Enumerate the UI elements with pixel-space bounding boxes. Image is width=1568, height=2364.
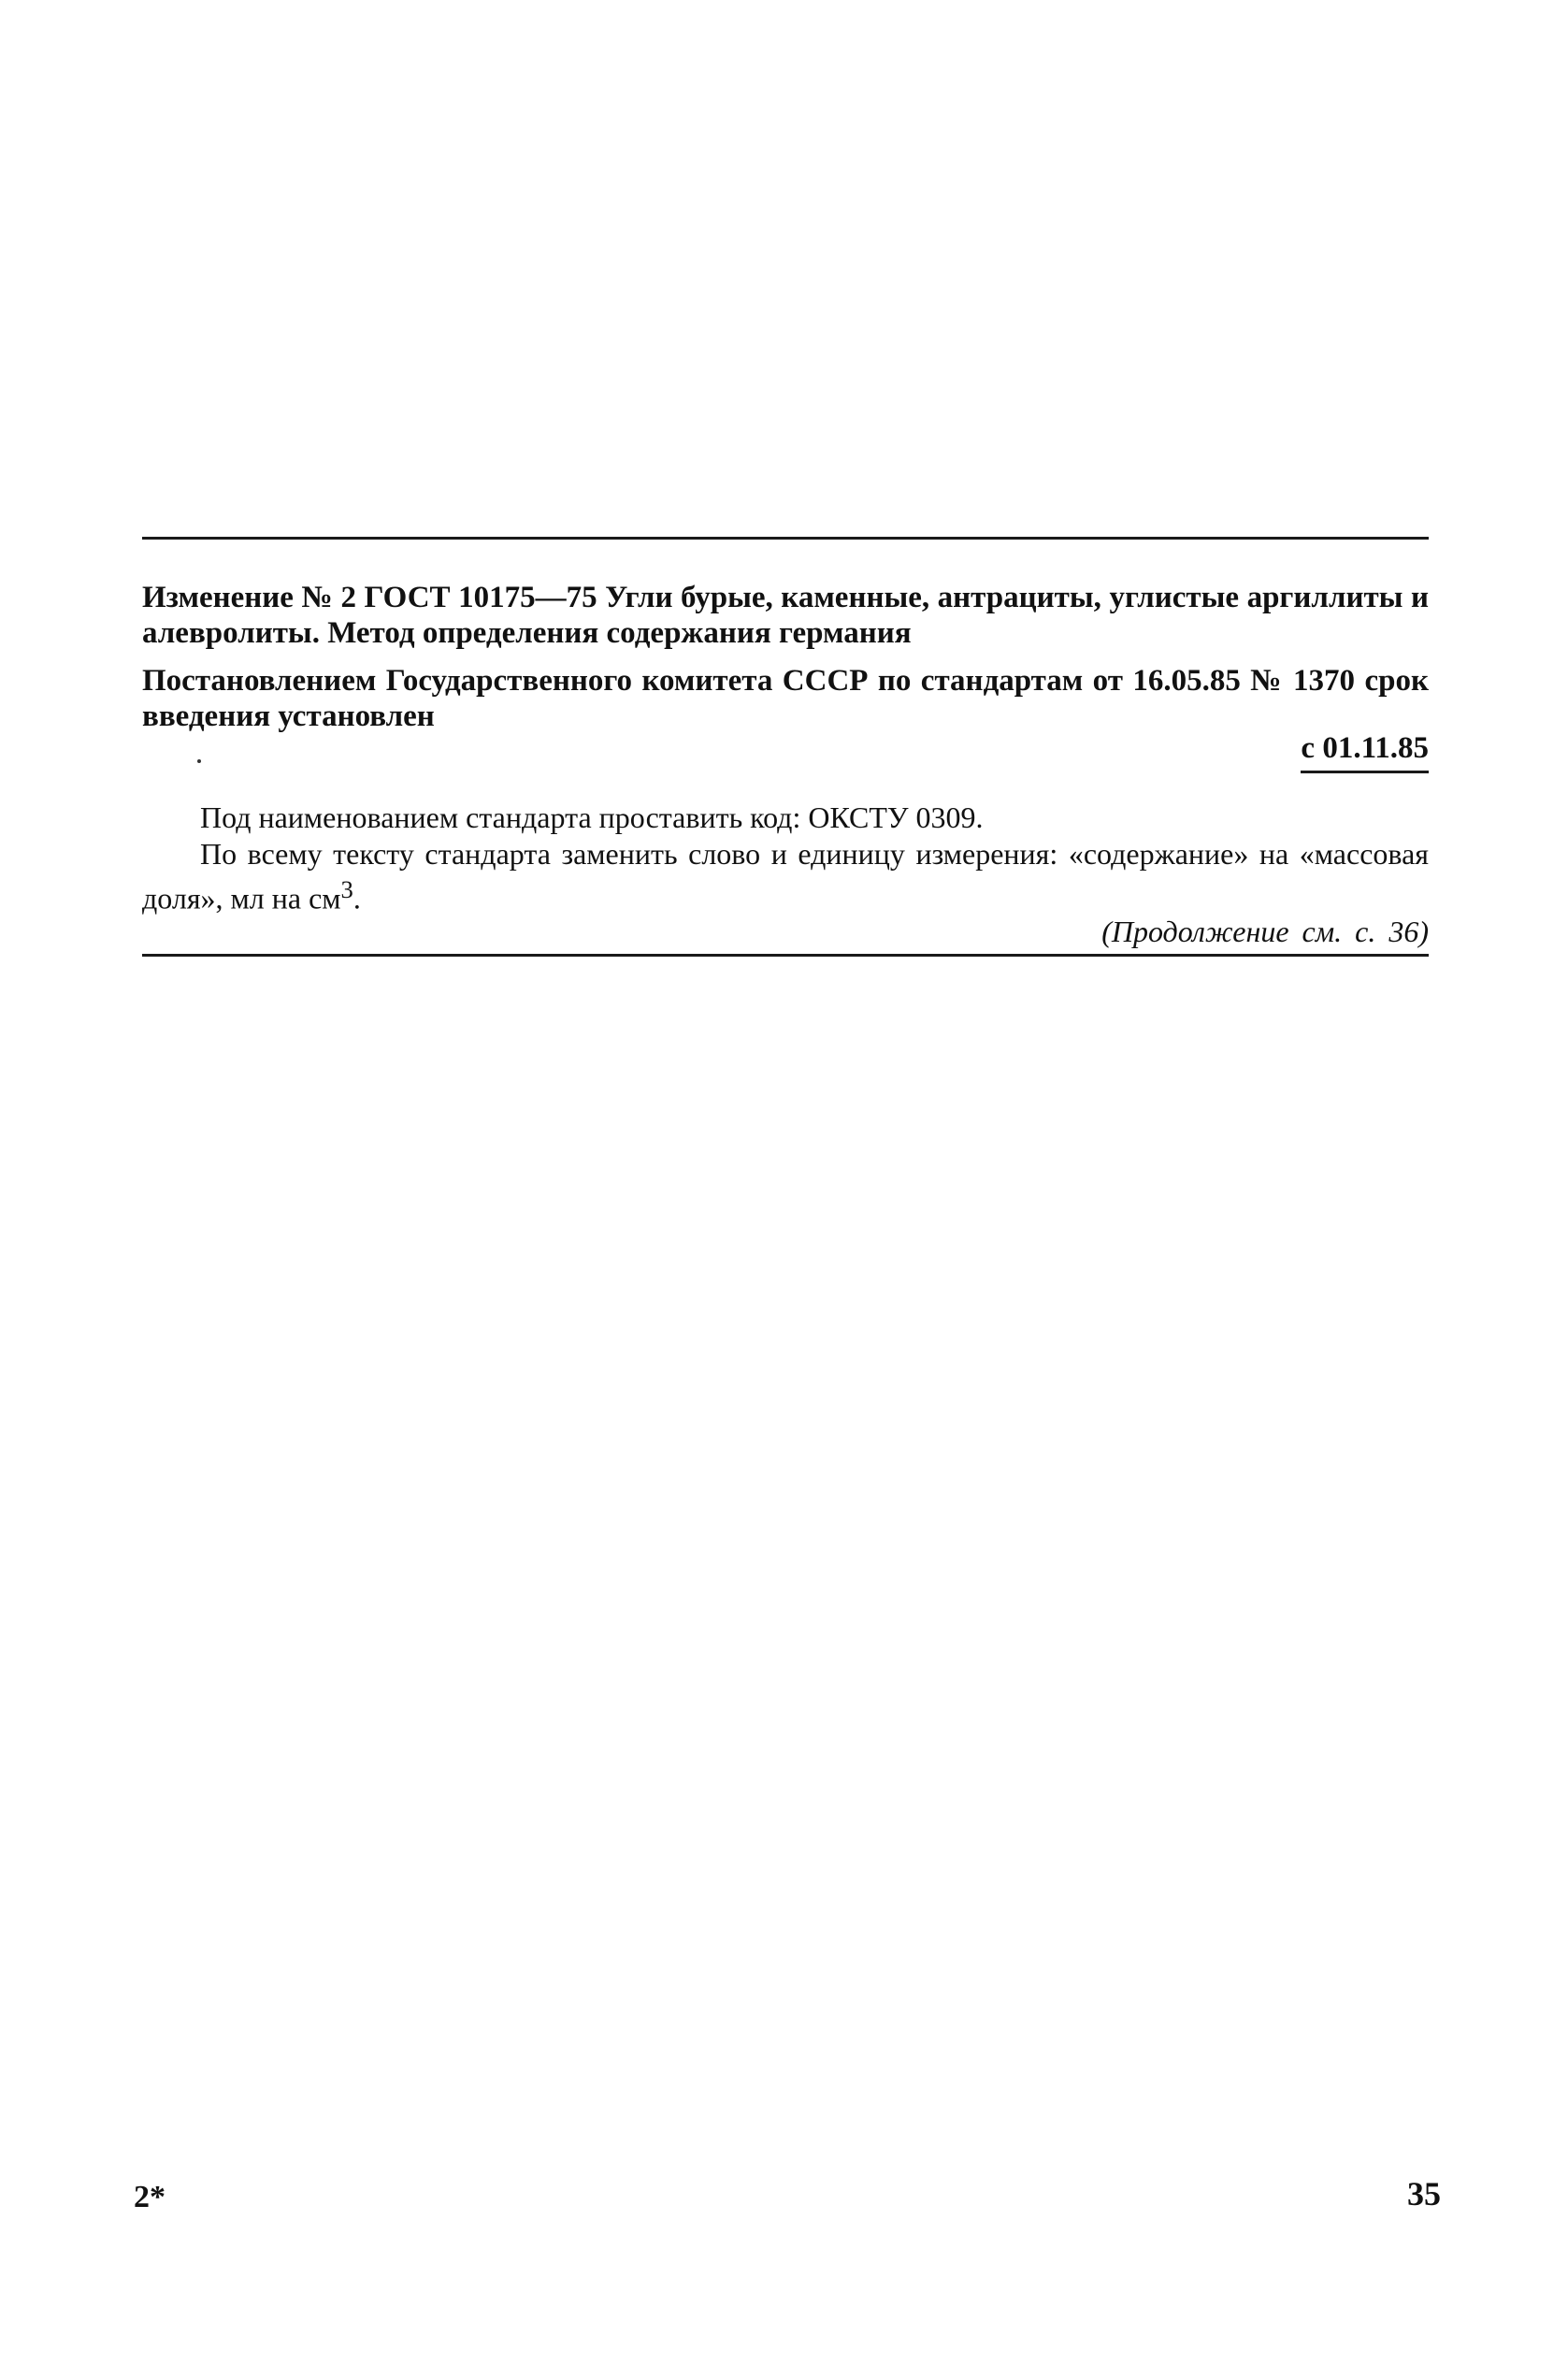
continuation-note: (Продолжение см. с. 36) — [1101, 915, 1429, 948]
amendment-title: Изменение № 2 ГОСТ 10175—75 Угли бурые, каменные, антрациты, углистые аргиллиты и алевролиты. Метод определения содержания германия — [142, 581, 1429, 650]
stray-dot-mark — [197, 759, 201, 763]
bottom-rule — [142, 954, 1429, 957]
paragraph-2-text: По всему тексту стандарта заменить слово и единицу измерения: «содержание» на «массовая доля», мл на см — [142, 837, 1429, 915]
body-paragraph-1 — [142, 800, 1429, 835]
paragraph-2-superscript: 3 — [340, 875, 353, 903]
signature-mark: 2* — [134, 2180, 165, 2214]
page-number: 35 — [1407, 2175, 1441, 2213]
paragraph-2-container — [142, 836, 1429, 916]
decree-statement: Постановлением Государственного комитета СССР по стандартам от 16.05.85 № 1370 срок введения установлен — [142, 664, 1429, 733]
body-paragraph-2 — [142, 836, 1429, 916]
paragraph-1-text: Под наименованием стандарта проставить код: ОКСТУ 0309. — [200, 800, 984, 834]
effective-date: с 01.11.85 — [1301, 730, 1429, 773]
top-rule — [142, 537, 1429, 540]
paragraph-2-end: . — [352, 881, 361, 915]
